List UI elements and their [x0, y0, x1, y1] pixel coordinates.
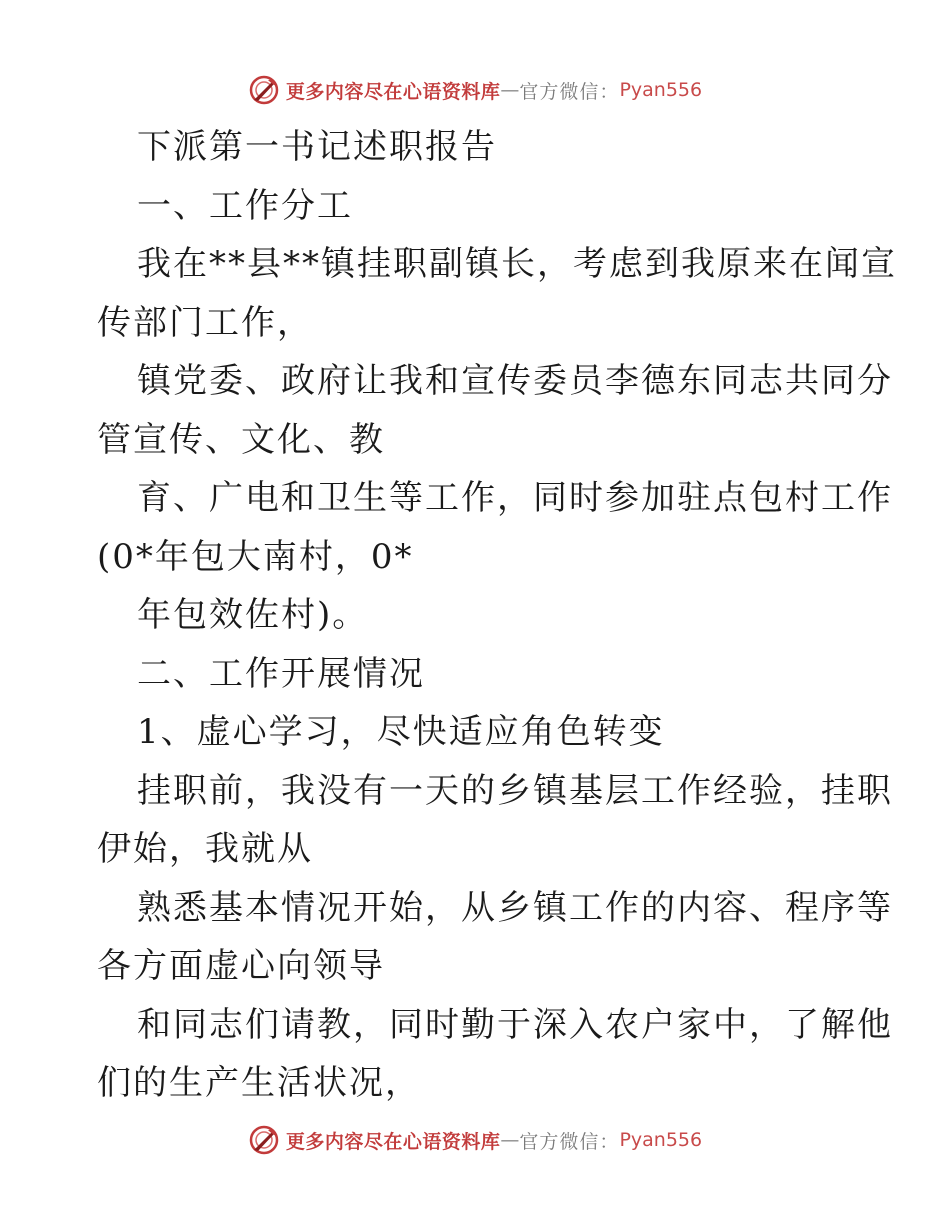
paragraph-line: 育、广电和卫生等工作，同时参加驻点包村工作 [137, 478, 893, 518]
banner-sub-text: 官方微信： [519, 80, 620, 103]
banner-wechat-id: Pyan556 [619, 79, 703, 101]
paragraph-line: 传部门工作， [97, 302, 313, 343]
paragraph-line: 镇党委、政府让我和宣传委员李德东同志共同分 [137, 361, 893, 401]
document-body [97, 118, 897, 1113]
banner-separator: — [500, 79, 520, 101]
section-heading: 二、工作开展情况 [137, 653, 425, 694]
banner-main-text: 更多内容尽在心语资料库 [285, 80, 501, 103]
paragraph-line: 挂职前，我没有一天的乡镇基层工作经验，挂职 [137, 770, 893, 811]
paragraph-line: 管宣传、文化、教 [97, 419, 385, 460]
feather-pen-logo-icon [248, 74, 280, 106]
subsection-heading: 1、虚心学习，尽快适应角色转变 [137, 712, 665, 752]
header-banner [0, 70, 950, 110]
banner-wechat-id: Pyan556 [619, 1129, 703, 1151]
paragraph-line: 和同志们请教，同时勤于深入农户家中，了解他 [137, 1004, 893, 1045]
banner-sub-text: 官方微信： [519, 1130, 620, 1153]
paragraph-line: 熟悉基本情况开始，从乡镇工作的内容、程序等 [137, 887, 893, 928]
section-heading: 一、工作分工 [137, 185, 353, 226]
banner-main-text: 更多内容尽在心语资料库 [285, 1130, 501, 1153]
paragraph-line: 我在**县**镇挂职副镇长，考虑到我原来在闻宣 [137, 244, 897, 284]
footer-banner [0, 1120, 950, 1160]
banner-separator: — [500, 1129, 520, 1151]
paragraph-line: 们的生产生活状况， [97, 1063, 421, 1103]
paragraph-line: 年包效佐村)。 [137, 595, 369, 635]
document-title: 下派第一书记述职报告 [137, 127, 497, 167]
feather-pen-logo-icon [248, 1124, 280, 1156]
paragraph-line: (0*年包大南村，0* [97, 536, 414, 577]
paragraph-line: 各方面虚心向领导 [97, 946, 385, 986]
paragraph-line: 伊始，我就从 [97, 829, 313, 869]
